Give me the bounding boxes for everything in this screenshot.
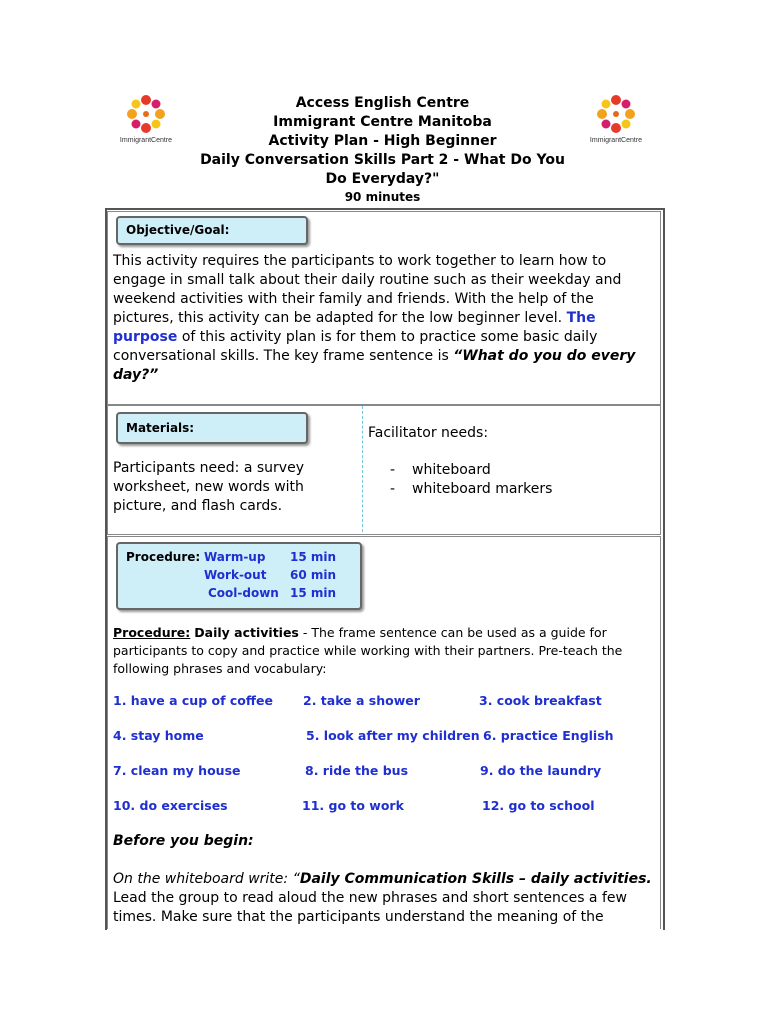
facilitator-needs-heading: Facilitator needs: [368, 425, 489, 441]
procedure-title: Daily activities [194, 625, 299, 640]
whiteboard-title: Daily Communication Skills – daily activities. [299, 871, 652, 887]
phrase-item: 3. cook breakfast [479, 693, 602, 708]
list-item [390, 461, 552, 480]
objective-purpose: The purpose [113, 310, 596, 345]
procedure-text [113, 624, 653, 678]
phrase-item: 7. clean my house [113, 763, 241, 778]
timing-row [126, 548, 360, 566]
procedure-inline-label: Procedure: [113, 625, 191, 640]
timing-time: 15 min [290, 550, 337, 564]
key-frame-sentence: “What do you do every day?” [113, 348, 636, 383]
timing-time: 15 min [290, 586, 337, 600]
phrase-item: 6. practice English [483, 728, 614, 743]
logo-caption: ImmigrantCentre [589, 137, 643, 144]
list-dash: - [390, 462, 396, 478]
phrase-item: 10. do exercises [113, 798, 228, 813]
objective-text [113, 252, 653, 385]
phrase-item: 2. take a shower [303, 693, 420, 708]
procedure-description: - The frame sentence can be used as a guide for participants to copy and practice while working with their partners. Pre-teach the following phrases and vocabulary: [113, 625, 623, 676]
phrase-item: 8. ride the bus [305, 763, 409, 778]
timing-row [126, 584, 360, 602]
phrase-item: 9. do the laundry [480, 763, 602, 778]
objective-text-b: of this activity plan is for them to practice some basic daily conversational skills. The key frame sentence is [113, 329, 598, 364]
header-line-2: Immigrant Centre Manitoba [273, 114, 492, 130]
list-dash: - [390, 481, 396, 497]
immigrant-centre-logo-right [578, 92, 654, 152]
document-header [190, 94, 575, 205]
timing-time: 60 min [290, 568, 337, 582]
procedure-timing-box [116, 542, 362, 610]
list-item [390, 480, 552, 499]
logo-caption: ImmigrantCentre [119, 137, 173, 144]
phrase-item: 12. go to school [482, 798, 595, 813]
objective-label: Objective/Goal: [116, 216, 308, 245]
flower-logo-icon [124, 92, 168, 136]
timing-name: Work-out [204, 568, 267, 582]
facilitator-item: whiteboard markers [412, 481, 553, 497]
header-line-1: Access English Centre [295, 95, 470, 111]
before-you-begin-text [113, 870, 653, 927]
header-duration: 90 minutes [344, 190, 421, 204]
phrase-item: 11. go to work [302, 798, 404, 813]
timing-name: Warm-up [204, 550, 266, 564]
whiteboard-rest: Lead the group to read aloud the new phrases and short sentences a few times. Make sure that the participants understand the meaning of the [113, 890, 627, 925]
before-you-begin-heading: Before you begin: [113, 833, 254, 849]
materials-divider [362, 406, 363, 532]
phrase-item: 5. look after my children [306, 728, 480, 743]
participants-need-text: Participants need: a survey worksheet, new words with picture, and flash cards. [113, 460, 304, 514]
procedure-label: Procedure: [126, 550, 201, 564]
facilitator-needs-list [390, 461, 552, 499]
flower-logo-icon [594, 92, 638, 136]
whiteboard-intro: On the whiteboard write: “ [113, 871, 300, 887]
header-line-4: Daily Conversation Skills Part 2 - What Do You Do Everyday?" [200, 152, 565, 187]
phrase-item: 4. stay home [113, 728, 204, 743]
materials-label: Materials: [116, 412, 308, 444]
header-line-3: Activity Plan - High Beginner [268, 133, 497, 149]
phrase-item: 1. have a cup of coffee [113, 693, 273, 708]
facilitator-item: whiteboard [412, 462, 491, 478]
immigrant-centre-logo-left [108, 92, 184, 152]
objective-text-a: This activity requires the participants to work together to learn how to engage in small talk about their daily routine such as their weekday and weekend activities with their family and friends. With the help of the pictures, this activity can be adapted for the low beginner level. [113, 253, 622, 326]
timing-row [126, 566, 360, 584]
timing-name: Cool-down [208, 586, 279, 600]
